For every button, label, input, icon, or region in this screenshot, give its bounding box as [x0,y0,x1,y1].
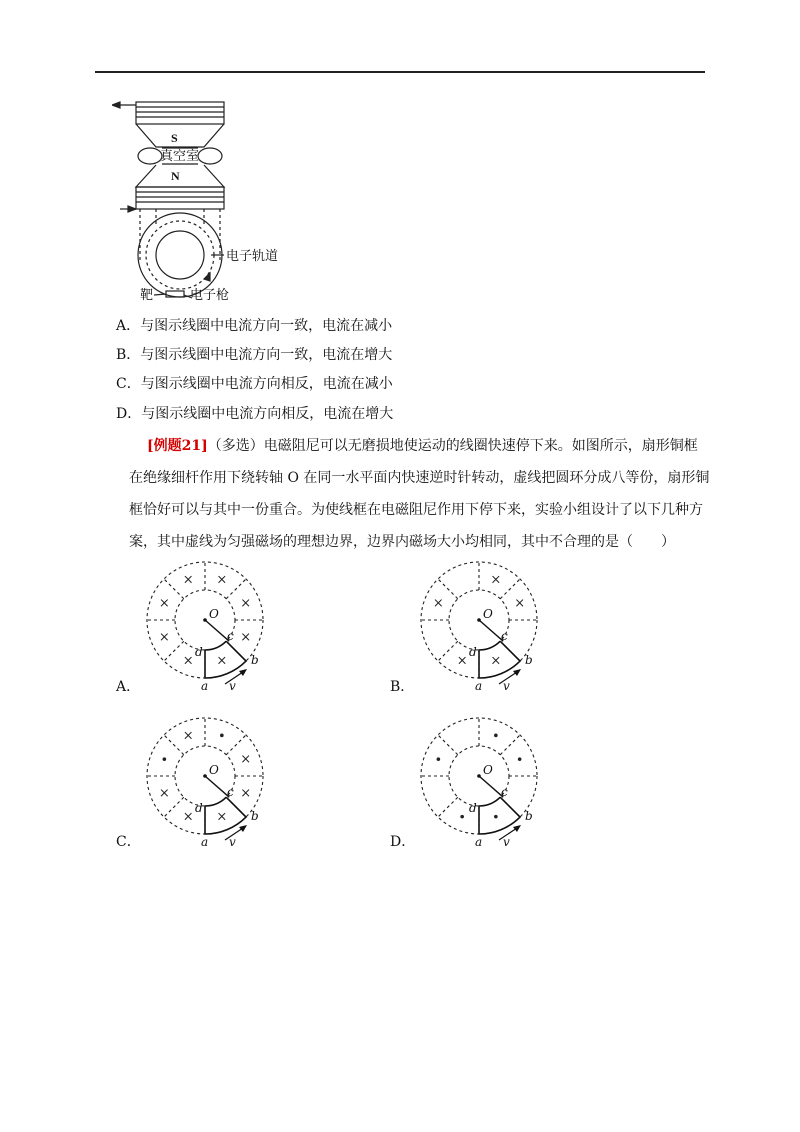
label-c: c [501,629,508,643]
field-out-of-page-symbol [460,815,464,819]
label-b: b [251,653,259,667]
label-a: a [201,835,209,848]
choice-label-a: A． [116,679,141,695]
axis-point [477,618,481,622]
label-b: b [525,809,533,823]
option-c [116,375,393,393]
field-out-of-page-symbol [494,734,498,738]
option-text: 与图示线圈中电流方向一致，电流在增大 [140,347,393,363]
label-c: c [227,785,234,799]
choice-label-d: D． [390,834,416,850]
question-line-3: 框恰好可以与其中一份重合。为使线框在电磁阻尼作用下停下来，实验小组设计了以下几种方 [129,502,703,518]
label-n: N [171,169,180,183]
label-o: O [483,607,493,621]
label-vacuum-chamber: 真空室 [160,148,200,163]
label-a: a [475,835,483,848]
label-o: O [483,763,493,777]
copper-frame [479,797,520,834]
ring-diagram-b [414,560,544,692]
question-line-4: 案，其中虚线为匀强磁场的理想边界，边界内磁场大小均相同，其中不合理的是（ ） [129,534,675,550]
label-a: a [475,679,483,692]
label-o: O [209,607,219,621]
field-into-page-symbol: × [514,596,526,612]
question-line-1 [147,437,698,455]
question-line-2: 在绝缘细杆作用下绕转轴 O 在同一水平面内快速逆时针转动，虚线把圆环分成八等份，扇形铜 [129,470,710,486]
label-c: c [227,629,234,643]
choice-label-c: C． [116,834,141,850]
field-into-page-symbol: × [490,653,502,669]
field-into-page-symbol: × [182,653,194,669]
field-into-page-symbol: × [216,809,228,825]
option-d [116,405,393,423]
label-c: c [501,785,508,799]
option-letter: B． [116,347,141,363]
option-text: 与图示线圈中电流方向相反，电流在增大 [141,406,394,422]
betatron-diagram [112,95,282,305]
field-into-page-symbol: × [432,596,444,612]
field-into-page-symbol: × [490,572,502,588]
label-v: v [503,835,510,848]
label-b: b [251,809,259,823]
velocity-arrowhead [239,825,247,832]
field-out-of-page-symbol [437,757,441,761]
velocity-arrowhead [239,669,247,676]
field-into-page-symbol: × [158,596,170,612]
label-v: v [229,679,236,692]
label-electron-orbit: 电子轨道 [226,248,279,263]
label-d: d [195,645,203,659]
label-d: d [469,645,477,659]
option-letter: C． [116,376,141,392]
axis-point [203,774,207,778]
label-b: b [525,653,533,667]
label-v: v [503,679,510,692]
field-into-page-symbol: × [158,785,170,801]
label-d: d [469,801,477,815]
field-out-of-page-symbol [518,757,522,761]
field-into-page-symbol: × [240,596,252,612]
option-letter: D． [116,406,142,422]
axis-point [203,618,207,622]
field-into-page-symbol: × [456,653,468,669]
option-a [116,317,392,335]
insulating-rod [205,620,229,641]
label-a: a [201,679,209,692]
label-electron-gun: 电子枪 [190,287,230,302]
question-tag: [例题21] [147,438,208,454]
ring-diagram-d [414,716,544,848]
field-into-page-symbol: × [216,572,228,588]
field-out-of-page-symbol [163,757,167,761]
choice-label-b: B． [390,679,415,695]
field-into-page-symbol: × [240,629,252,645]
field-into-page-symbol: × [240,785,252,801]
option-letter: A． [116,318,141,334]
insulating-rod [205,776,229,797]
velocity-arrowhead [513,669,521,676]
insulating-rod [479,776,503,797]
field-into-page-symbol: × [216,653,228,669]
label-s: S [171,131,178,145]
label-o: O [209,763,219,777]
field-out-of-page-symbol [220,734,224,738]
field-out-of-page-symbol [494,815,498,819]
field-into-page-symbol: × [182,809,194,825]
option-b [116,346,392,364]
field-into-page-symbol: × [240,752,252,768]
question-text: （多选）电磁阻尼可以无磨损地使运动的线圈快速停下来。如图所示，扇形铜框 [207,438,698,454]
option-text: 与图示线圈中电流方向一致，电流在减小 [140,318,393,334]
header-rule [95,71,705,73]
field-into-page-symbol: × [158,629,170,645]
ring-diagram-a [140,560,270,692]
option-text: 与图示线圈中电流方向相反，电流在减小 [140,376,393,392]
velocity-arrowhead [513,825,521,832]
label-d: d [195,801,203,815]
field-into-page-symbol: × [182,572,194,588]
ring-diagram-c [140,716,270,848]
insulating-rod [479,620,503,641]
label-v: v [229,835,236,848]
field-into-page-symbol: × [182,728,194,744]
label-target: 靶 [140,287,154,302]
axis-point [477,774,481,778]
